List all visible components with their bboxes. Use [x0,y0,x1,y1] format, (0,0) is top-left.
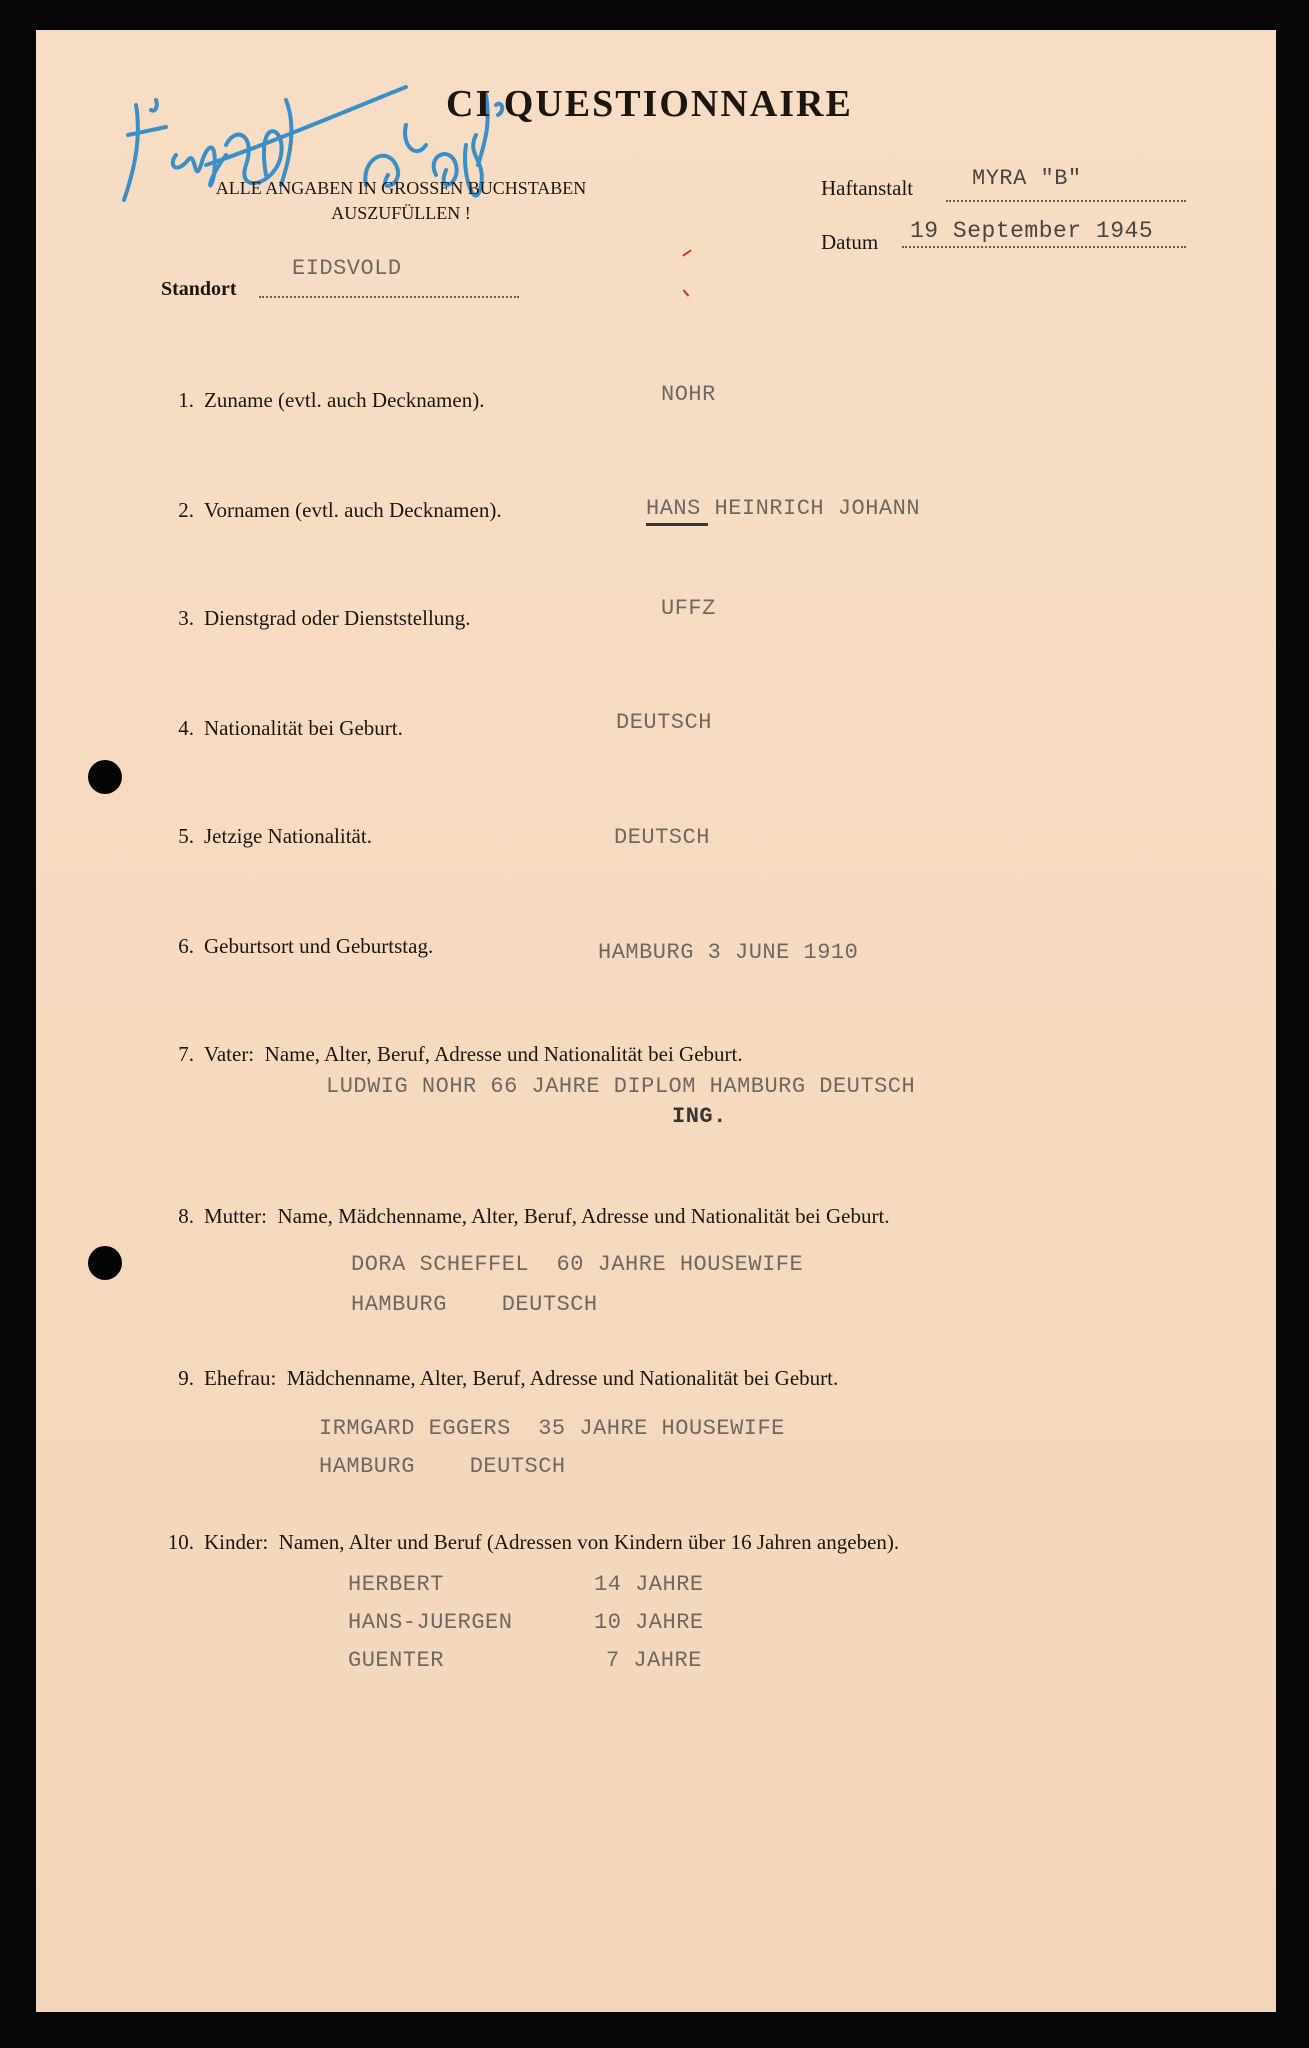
child-1-name: HERBERT [348,1572,444,1597]
instruction-line-2: AUSZUFÜLLEN ! [331,203,471,223]
question-8-answer-line-1: DORA SCHEFFEL 60 JAHRE HOUSEWIFE [351,1252,804,1277]
child-1-age: 14 JAHRE [594,1572,704,1597]
question-number: 1. [178,388,194,412]
question-text: Name, Alter, Beruf, Adresse und Nationalität bei Geburt. [264,1042,743,1066]
datum-label: Datum [821,230,879,254]
instruction-text [161,178,641,224]
child-3-age: 7 JAHRE [606,1648,702,1673]
question-number: 3. [178,606,194,630]
instruction-line-1: ALLE ANGABEN IN GROSSEN BUCHSTABEN [215,178,587,198]
question-number: 7. [178,1042,194,1066]
haftanstalt-line [946,200,1186,202]
question-text: Nationalität bei Geburt. [204,716,403,740]
question-heading: Vater: [204,1042,255,1066]
question-3-label [156,606,471,631]
question-number: 6. [178,934,194,958]
question-7-label [156,1042,743,1067]
question-text: Mädchenname, Alter, Beruf, Adresse und Nationalität bei Geburt. [286,1366,839,1390]
child-2-name: HANS-JUERGEN [348,1610,513,1635]
standort-label: Standort [161,278,237,300]
question-text: Zuname (evtl. auch Decknamen). [204,388,485,412]
datum-line [902,246,1186,248]
question-6-label [156,934,433,959]
question-6-answer: HAMBURG 3 JUNE 1910 [598,940,859,965]
question-2-answer: HANS HEINRICH JOHANN [646,496,921,521]
question-9-answer-line-2: HAMBURG DEUTSCH [319,1454,566,1479]
question-number: 8. [178,1204,194,1228]
question-text: Vornamen (evtl. auch Decknamen). [204,498,502,522]
question-5-answer: DEUTSCH [614,825,710,850]
question-4-answer: DEUTSCH [616,710,712,735]
question-number: 9. [178,1366,194,1390]
question-text: Name, Mädchenname, Alter, Beruf, Adresse und Nationalität bei Geburt. [277,1204,890,1228]
question-number: 4. [178,716,194,740]
question-heading: Ehefrau: [204,1366,277,1390]
datum-value: 19 September 1945 [910,218,1154,244]
haftanstalt-label: Haftanstalt [821,176,914,200]
question-2-label [156,498,502,523]
question-8-answer-line-2: HAMBURG DEUTSCH [351,1292,598,1317]
question-3-answer: UFFZ [661,596,716,621]
punch-hole-top [88,760,122,794]
question-9-answer-line-1: IRMGARD EGGERS 35 JAHRE HOUSEWIFE [319,1416,785,1441]
question-10-label [156,1530,899,1555]
child-3-name: GUENTER [348,1648,444,1673]
question-text: Jetzige Nationalität. [204,824,372,848]
document-title: CI QUESTIONNAIRE [446,83,853,125]
question-8-label [156,1204,890,1229]
question-number: 10. [167,1530,194,1554]
standort-line [259,296,519,298]
question-text: Namen, Alter und Beruf (Adressen von Kindern über 16 Jahren angeben). [278,1530,900,1554]
question-1-answer: NOHR [661,382,716,407]
questionnaire-page [36,30,1276,2012]
question-9-label [156,1366,838,1391]
question-1-label [156,388,484,413]
haftanstalt-value: MYRA "B" [972,166,1082,191]
question-heading: Mutter: [204,1204,267,1228]
question-7-answer-line-1: LUDWIG NOHR 66 JAHRE DIPLOM HAMBURG DEUTSCH [326,1074,916,1099]
question-number: 2. [178,498,194,522]
standort-value: EIDSVOLD [292,256,402,281]
question-5-label [156,824,372,849]
question-text: Dienstgrad oder Dienststellung. [204,606,471,630]
punch-hole-bottom [88,1246,122,1280]
red-mark [683,289,690,296]
underline-mark [646,523,708,526]
question-4-label [156,716,403,741]
question-number: 5. [178,824,194,848]
child-2-age: 10 JAHRE [594,1610,704,1635]
question-7-answer-line-2: ING. [672,1104,727,1129]
question-text: Geburtsort und Geburtstag. [204,934,434,958]
red-mark [682,249,691,256]
question-heading: Kinder: [204,1530,269,1554]
